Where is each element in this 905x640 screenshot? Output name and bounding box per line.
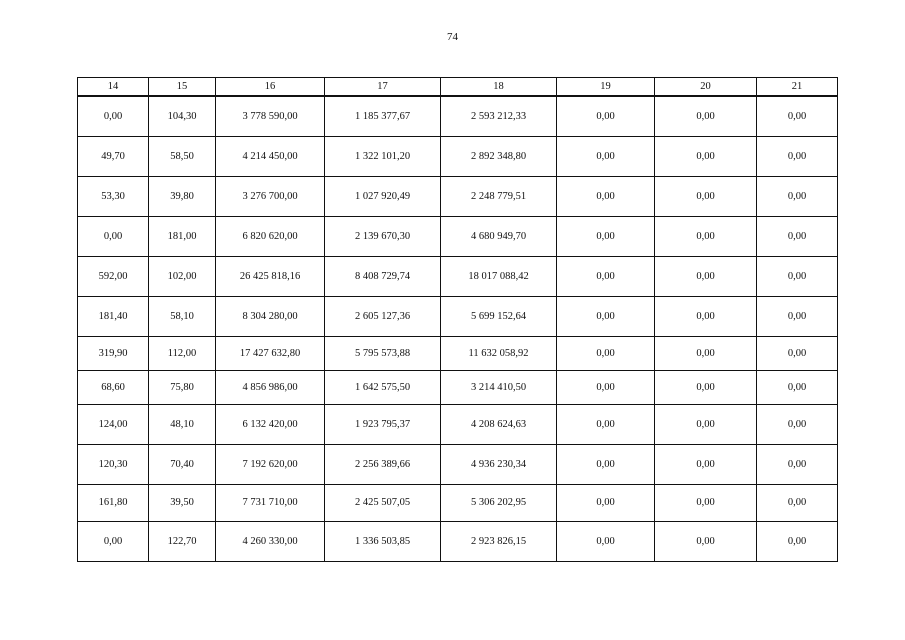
table-cell: 0,00: [655, 96, 757, 136]
table-cell: 3 778 590,00: [216, 96, 325, 136]
column-header: 15: [149, 78, 216, 97]
table-row: [78, 216, 838, 256]
column-header: 20: [655, 78, 757, 97]
table-cell: 3 276 700,00: [216, 176, 325, 216]
table-cell: 2 248 779,51: [441, 176, 557, 216]
table-cell: 0,00: [757, 521, 838, 561]
table-cell: 592,00: [78, 256, 149, 296]
table-cell: 124,00: [78, 404, 149, 444]
table-cell: 6 820 620,00: [216, 216, 325, 256]
table-cell: 0,00: [557, 96, 655, 136]
table-cell: 8 304 280,00: [216, 296, 325, 336]
table-cell: 0,00: [655, 370, 757, 404]
table-cell: 2 892 348,80: [441, 136, 557, 176]
table-cell: 4 680 949,70: [441, 216, 557, 256]
table-row: [78, 521, 838, 561]
table-row: [78, 256, 838, 296]
table-cell: 0,00: [557, 404, 655, 444]
table-cell: 75,80: [149, 370, 216, 404]
table-cell: 1 027 920,49: [325, 176, 441, 216]
table-cell: 1 322 101,20: [325, 136, 441, 176]
table-cell: 0,00: [655, 256, 757, 296]
data-table: [77, 77, 838, 562]
table-cell: 0,00: [757, 336, 838, 370]
table-cell: 2 605 127,36: [325, 296, 441, 336]
table-cell: 0,00: [655, 136, 757, 176]
table-cell: 0,00: [78, 216, 149, 256]
table-cell: 11 632 058,92: [441, 336, 557, 370]
column-header: 18: [441, 78, 557, 97]
table-cell: 0,00: [655, 521, 757, 561]
table-cell: 0,00: [655, 176, 757, 216]
table-cell: 2 139 670,30: [325, 216, 441, 256]
table-cell: 0,00: [557, 521, 655, 561]
table-cell: 53,30: [78, 176, 149, 216]
table-cell: 0,00: [557, 444, 655, 484]
table-cell: 0,00: [655, 216, 757, 256]
table-cell: 58,50: [149, 136, 216, 176]
table-cell: 0,00: [655, 404, 757, 444]
table-row: [78, 136, 838, 176]
header-row: [78, 78, 838, 97]
table-cell: 0,00: [557, 370, 655, 404]
table-cell: 0,00: [557, 176, 655, 216]
table-row: [78, 370, 838, 404]
table-cell: 8 408 729,74: [325, 256, 441, 296]
table-cell: 0,00: [557, 256, 655, 296]
table-cell: 181,00: [149, 216, 216, 256]
table-cell: 0,00: [757, 256, 838, 296]
table-cell: 0,00: [655, 336, 757, 370]
table-cell: 3 214 410,50: [441, 370, 557, 404]
table-cell: 1 642 575,50: [325, 370, 441, 404]
table-cell: 0,00: [655, 444, 757, 484]
table-cell: 102,00: [149, 256, 216, 296]
table-cell: 4 936 230,34: [441, 444, 557, 484]
table-cell: 0,00: [557, 216, 655, 256]
table-cell: 70,40: [149, 444, 216, 484]
table-cell: 39,80: [149, 176, 216, 216]
table-cell: 4 260 330,00: [216, 521, 325, 561]
table-cell: 18 017 088,42: [441, 256, 557, 296]
table-cell: 0,00: [757, 216, 838, 256]
table-row: [78, 336, 838, 370]
table-cell: 5 699 152,64: [441, 296, 557, 336]
column-header: 21: [757, 78, 838, 97]
table-cell: 104,30: [149, 96, 216, 136]
table-cell: 0,00: [757, 296, 838, 336]
table-cell: 161,80: [78, 484, 149, 521]
table-cell: 2 923 826,15: [441, 521, 557, 561]
table-cell: 319,90: [78, 336, 149, 370]
table-cell: 1 336 503,85: [325, 521, 441, 561]
table-cell: 48,10: [149, 404, 216, 444]
table-cell: 26 425 818,16: [216, 256, 325, 296]
table-cell: 4 856 986,00: [216, 370, 325, 404]
column-header: 17: [325, 78, 441, 97]
table-cell: 7 731 710,00: [216, 484, 325, 521]
table-cell: 0,00: [655, 484, 757, 521]
column-header: 19: [557, 78, 655, 97]
table-cell: 4 214 450,00: [216, 136, 325, 176]
table-row: [78, 296, 838, 336]
table-cell: 0,00: [757, 370, 838, 404]
table-cell: 5 306 202,95: [441, 484, 557, 521]
column-header: 14: [78, 78, 149, 97]
table-cell: 112,00: [149, 336, 216, 370]
table-cell: 4 208 624,63: [441, 404, 557, 444]
table-cell: 68,60: [78, 370, 149, 404]
table-cell: 49,70: [78, 136, 149, 176]
table-row: [78, 404, 838, 444]
table-cell: 0,00: [557, 296, 655, 336]
table-cell: 122,70: [149, 521, 216, 561]
table-cell: 0,00: [757, 176, 838, 216]
table-cell: 7 192 620,00: [216, 444, 325, 484]
table-row: [78, 484, 838, 521]
table-cell: 0,00: [557, 336, 655, 370]
table-row: [78, 176, 838, 216]
table-body: [78, 96, 838, 561]
table-cell: 6 132 420,00: [216, 404, 325, 444]
table-cell: 0,00: [757, 96, 838, 136]
table-cell: 0,00: [757, 444, 838, 484]
page-number: 74: [447, 31, 458, 43]
table-cell: 58,10: [149, 296, 216, 336]
table-cell: 0,00: [557, 484, 655, 521]
table-cell: 0,00: [757, 136, 838, 176]
table-cell: 2 593 212,33: [441, 96, 557, 136]
table-cell: 2 425 507,05: [325, 484, 441, 521]
table-cell: 17 427 632,80: [216, 336, 325, 370]
table-cell: 2 256 389,66: [325, 444, 441, 484]
table-cell: 1 185 377,67: [325, 96, 441, 136]
table-cell: 120,30: [78, 444, 149, 484]
table-cell: 0,00: [655, 296, 757, 336]
table-cell: 5 795 573,88: [325, 336, 441, 370]
table-row: [78, 96, 838, 136]
table-cell: 181,40: [78, 296, 149, 336]
table-cell: 0,00: [78, 96, 149, 136]
table-cell: 39,50: [149, 484, 216, 521]
table-cell: 0,00: [757, 404, 838, 444]
column-header: 16: [216, 78, 325, 97]
table-cell: 0,00: [557, 136, 655, 176]
table-cell: 0,00: [757, 484, 838, 521]
table-cell: 1 923 795,37: [325, 404, 441, 444]
table-row: [78, 444, 838, 484]
table-cell: 0,00: [78, 521, 149, 561]
